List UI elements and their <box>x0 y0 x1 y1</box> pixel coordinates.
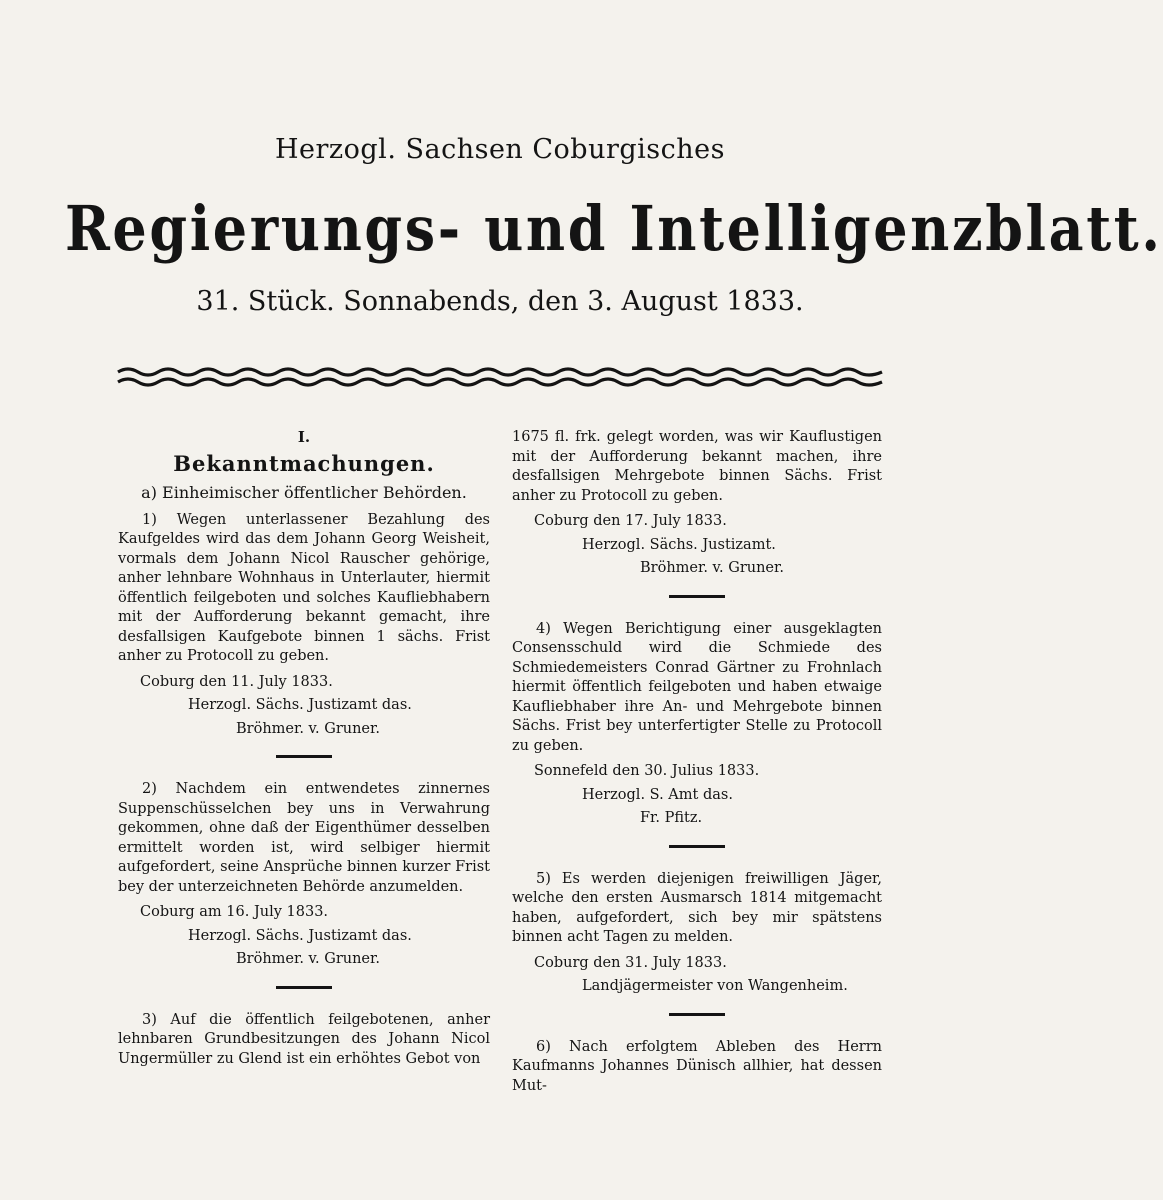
separator-rule <box>276 986 332 989</box>
separator-rule <box>669 845 725 848</box>
notice-3-continued <box>512 428 882 579</box>
notice-text: 4) Wegen Berichtigung einer ausgeklagten Consensschuld wird die Schmiede des Schmiedemeisters Conrad Gärtner zu Frohnlach hiermit öffentlich feilgeboten und haben etwaige Kaufliebhaber ihre An- und Mehrgebote binnen Sächs. Frist bey unterfertigter Stelle zu Protocoll zu geben. <box>512 620 882 754</box>
notice-office: Herzogl. Sächs. Justizamt das. <box>188 927 412 944</box>
section-heading: Bekanntmachungen. <box>173 450 435 476</box>
notice-text: 5) Es werden diejenigen freiwilligen Jäger, welche den ersten Ausmarsch 1814 mitgemacht haben, aufgefordert, sich bey mir spätstens binnen acht Tagen zu melden. <box>512 870 882 945</box>
notice-text: 3) Auf die öffentlich feilgebotenen, anher lehnbaren Grundbesitzungen des Johann Nicol Ungermüller zu Glend ist ein erhöhtes Gebot von <box>118 1011 490 1067</box>
notice-signer: Landjägermeister von Wangenheim. <box>582 978 848 994</box>
notice-continuation: 1675 fl. frk. gelegt worden, was wir Kauflustigen mit der Aufforderung bekannt machen, ihre desfallsigen Mehrgebote binnen Sächs. Frist anher zu Protocoll zu geben. <box>512 429 882 504</box>
notice-signer: Bröhmer. v. Gruner. <box>236 951 380 967</box>
notice-text: 1) Wegen unterlassener Bezahlung des Kaufgeldes wird das dem Johann Georg Weisheit, vormals dem Johann Nicol Rauscher gehörige, anher lehnbare Wohnhaus in Unterlauter, hiermit öffentlich feilgeboten und solches Kaufliebhabern mit der Aufforderung bekannt gemacht, ihre desfallsigen Kaufgebote binnen 1 sächs. Frist anher zu Protocoll zu geben. <box>118 511 490 664</box>
notice-4 <box>512 620 882 829</box>
notice-office: Herzogl. S. Amt das. <box>582 786 733 803</box>
notice-5 <box>512 870 882 997</box>
notice-1 <box>118 511 490 740</box>
separator-rule <box>276 755 332 758</box>
notice-signer: Bröhmer. v. Gruner. <box>236 720 380 737</box>
notice-date: Sonnefeld den 30. Julius 1833. <box>534 763 760 779</box>
right-column <box>512 428 882 1096</box>
left-column <box>118 428 490 1069</box>
separator-rule <box>669 595 725 598</box>
notice-3 <box>118 1011 490 1070</box>
notice-signer: Bröhmer. v. Gruner. <box>640 560 784 576</box>
notice-signer: Fr. Pfitz. <box>640 810 703 826</box>
notice-2 <box>118 780 490 970</box>
masthead-title: Regierungs- und Intelligenzblatt. <box>65 192 1163 265</box>
masthead-supertitle: Herzogl. Sachsen Coburgisches <box>274 134 726 165</box>
notice-date: Coburg den 11. July 1833. <box>140 673 333 690</box>
notice-office: Herzogl. Sächs. Justizamt das. <box>188 697 412 713</box>
issue-line: 31. Stück. Sonnabends, den 3. August 1833. <box>196 286 804 317</box>
section-number: I. <box>297 428 311 446</box>
notice-date: Coburg am 16. July 1833. <box>140 904 329 920</box>
notice-text: 6) Nach erfolgtem Ableben des Herrn Kaufmanns Johannes Dünisch allhier, hat dessen Mut- <box>512 1038 882 1094</box>
notice-6 <box>512 1038 882 1097</box>
separator-rule <box>669 1013 725 1016</box>
notice-text: 2) Nachdem ein entwendetes zinnernes Suppenschüsselchen bey uns in Verwahrung gekommen, ohne daß der Eigenthümer desselben ermittelt worden ist, wird selbiger hiermit aufgefordert, seine Ansprüche binnen kurzer Frist bey der unterzeichneten Behörde anzumelden. <box>118 781 490 895</box>
notice-office: Herzogl. Sächs. Justizamt. <box>582 536 776 553</box>
section-subheading: a) Einheimischer öffentlicher Behörden. <box>141 483 467 502</box>
notice-date: Coburg den 17. July 1833. <box>534 513 727 529</box>
notice-date: Coburg den 31. July 1833. <box>534 954 727 971</box>
ornamental-rule <box>118 366 882 388</box>
